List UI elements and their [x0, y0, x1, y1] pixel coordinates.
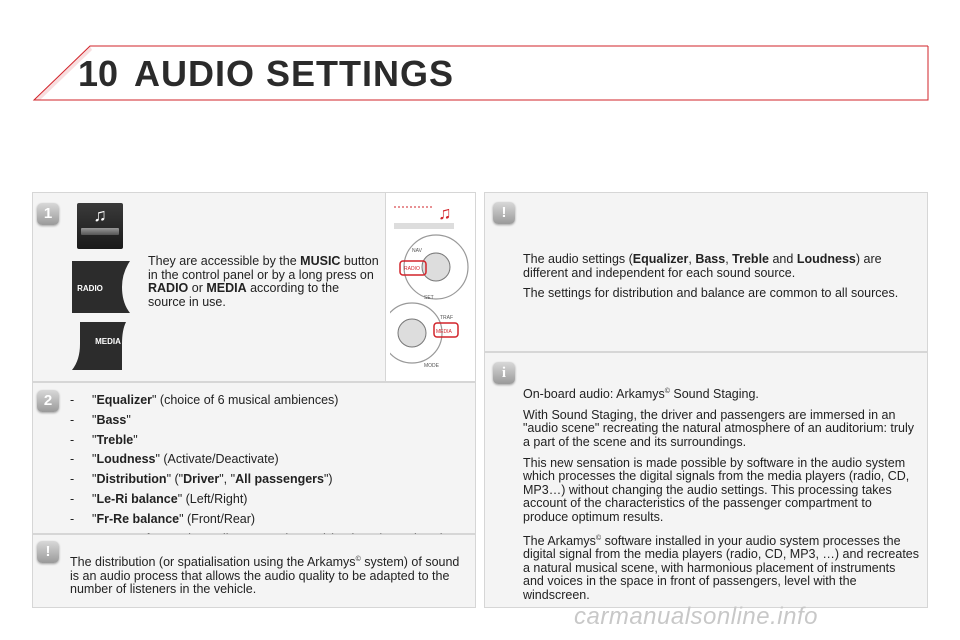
media-button-label: MEDIA: [95, 337, 121, 346]
svg-text:MODE: MODE: [424, 363, 439, 369]
music-note-icon: ♫: [438, 203, 452, 223]
independent-settings-text: The audio settings (Equalizer, Bass, Treble and Loudness) are different and independent for each sound source. The settings for distribution and balance are common to all sources.: [523, 252, 899, 301]
list-item: - "Le-Ri balance" (Left/Right): [70, 491, 248, 506]
step-badge-2: 2: [37, 390, 59, 412]
page-title: AUDIO SETTINGS: [134, 53, 455, 94]
list-item: - "Treble": [70, 432, 138, 447]
step-badge-1: 1: [37, 203, 59, 225]
distribution-note-text: The distribution (or spatialisation using the Arkamys© system) of sound is an audio process that allows the audio quality to be adapted to the number of listeners in the vehicle.: [70, 555, 460, 597]
svg-text:MEDIA: MEDIA: [436, 329, 452, 335]
list-item: - "Fr-Re balance" (Front/Rear): [70, 511, 256, 526]
control-panel-diagram: [390, 195, 472, 379]
svg-text:TRAF: TRAF: [440, 315, 454, 321]
list-item: - "Equalizer" (choice of 6 musical ambiences): [70, 393, 339, 407]
svg-text:NAV: NAV: [412, 248, 422, 254]
arkamys-info-text: On-board audio: Arkamys© Sound Staging. With Sound Staging, the driver and passengers are immersed in an "audio scene" recreating the natural atmosphere of an auditorium: truly a part of the scene and its surroundings. This new sensation is made possible by software in the audio system which processes the digital signals from the media players (radio, CD, MP3…) without changing the audio settings. This processing takes account of the characteristics of the passenger compartment to produce optimum results. The Arkamys© software installed in your audio system processes the digital signal from the media players (radio, CD, MP3, …) and recreates a natural musical scene, with harmonious placement of instruments and voices in the space in front of passengers, level with the windscreen.: [523, 387, 919, 603]
settings-list: [70, 391, 470, 549]
warning-badge-left: !: [37, 541, 59, 563]
svg-text:SET: SET: [424, 295, 434, 301]
list-item: - "Loudness" (Activate/Deactivate): [70, 452, 279, 467]
list-item: - "Distribution" ("Driver", "All passengers"): [70, 472, 333, 487]
radio-button-illustration: [70, 259, 132, 315]
music-button-illustration: [77, 203, 123, 249]
svg-text:RADIO: RADIO: [404, 266, 420, 272]
chapter-number: 10: [78, 53, 119, 94]
radio-button-label: RADIO: [77, 284, 103, 293]
access-text: They are accessible by the MUSIC button in the control panel or by a long press on RADIO or MEDIA according to the source in use.: [148, 254, 379, 309]
info-badge: i: [493, 362, 515, 384]
watermark: carmanualsonline.info: [574, 603, 818, 630]
media-button-illustration: [70, 320, 132, 372]
list-item: - "Bass": [70, 412, 131, 427]
music-note-icon: ♫: [93, 205, 107, 225]
warning-badge-right: !: [493, 202, 515, 224]
